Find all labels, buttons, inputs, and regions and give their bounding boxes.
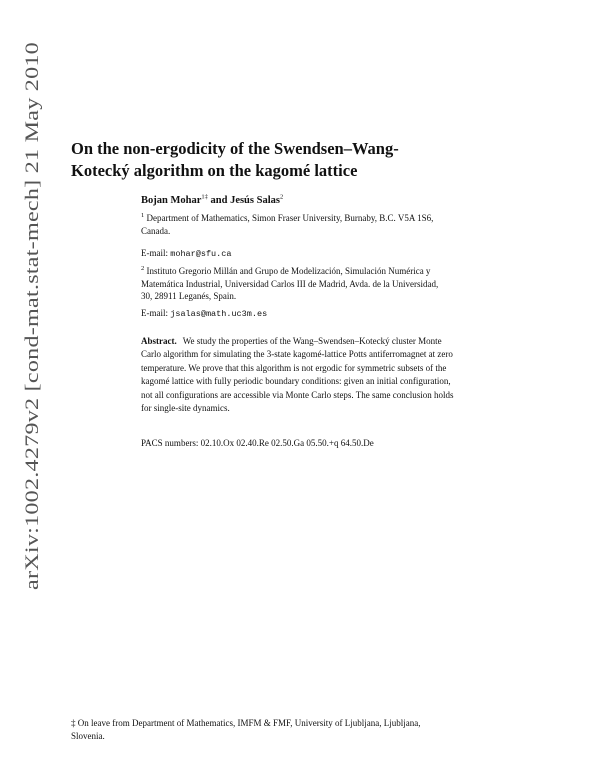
abstract-line-3: temperature. We prove that this algorithm is not ergodic for symmetric subsets of the xyxy=(141,362,447,373)
affiliation-2-line-1 xyxy=(141,265,511,278)
author-2-name: Jesús Salas xyxy=(230,195,280,206)
abstract-line-2: Carlo algorithm for simulating the 3-state kagomé-lattice Potts antiferromagnet at zero xyxy=(141,349,453,360)
email-2 xyxy=(141,308,267,319)
email-2-label: E-mail: xyxy=(141,308,171,318)
arxiv-identifier-svg xyxy=(20,30,44,590)
author-2-mark: 2 xyxy=(279,193,284,201)
affiliation-2-line-3: 30, 28911 Leganés, Spain. xyxy=(141,291,237,302)
affiliation-2-mark: 2 xyxy=(141,265,145,272)
abstract-line-6: for single-site dynamics. xyxy=(141,403,230,414)
author-list xyxy=(141,195,283,206)
email-1-address[interactable]: mohar@sfu.ca xyxy=(170,249,232,259)
affiliation-2-line-2: Matemática Industrial, Universidad Carlos III de Madrid, Avda. de la Universidad, xyxy=(141,278,439,289)
title-line-2: Kotecký algorithm on the kagomé lattice xyxy=(71,161,358,180)
abstract-line-1 xyxy=(141,335,511,348)
affiliation-1-text: Department of Mathematics, Simon Fraser University, Burnaby, B.C. V5A 1S6, xyxy=(146,213,434,223)
abstract-text-1: We study the properties of the Wang–Swendsen–Kotecký cluster Monte xyxy=(182,336,442,346)
affiliation-1-mark: 1 xyxy=(141,212,145,219)
arxiv-identifier-sidebar xyxy=(20,30,44,590)
affiliation-1-line-2: Canada. xyxy=(141,225,171,236)
email-1-label: E-mail: xyxy=(141,248,171,258)
footnote xyxy=(71,717,531,743)
abstract xyxy=(141,335,511,415)
affiliation-1-line-1 xyxy=(141,212,511,225)
author-1-marks: 1‡ xyxy=(201,193,208,201)
footnote-line-2: Slovenia. xyxy=(71,731,105,741)
abstract-label: Abstract. xyxy=(141,336,177,346)
paper-title xyxy=(71,138,491,182)
arxiv-identifier-text: arXiv:1002.4279v2 [cond-mat.stat-mech] 21 May 2010 xyxy=(22,157,43,590)
author-1-name: Bojan Mohar xyxy=(141,195,202,206)
pacs-numbers: PACS numbers: 02.10.Ox 02.40.Re 02.50.Ga 05.50.+q 64.50.De xyxy=(141,438,374,448)
title-line-1: On the non-ergodicity of the Swendsen–Wang- xyxy=(71,139,399,158)
email-2-address[interactable]: jsalas@math.uc3m.es xyxy=(170,309,268,319)
abstract-line-5: not all configurations are accessible via Monte Carlo steps. The same conclusion holds xyxy=(141,389,454,400)
author-conjunction: and xyxy=(207,195,231,206)
footnote-line-1: ‡ On leave from Department of Mathematics, IMFM & FMF, University of Ljubljana, Ljubljana, xyxy=(71,718,421,728)
email-1 xyxy=(141,248,231,259)
affiliation-2-text: Instituto Gregorio Millán and Grupo de Modelización, Simulación Numérica y xyxy=(146,266,431,276)
affiliation-2 xyxy=(141,265,511,303)
affiliation-1 xyxy=(141,212,511,237)
abstract-line-4: kagomé lattice with fully periodic boundary conditions: given an initial configuration, xyxy=(141,376,451,387)
